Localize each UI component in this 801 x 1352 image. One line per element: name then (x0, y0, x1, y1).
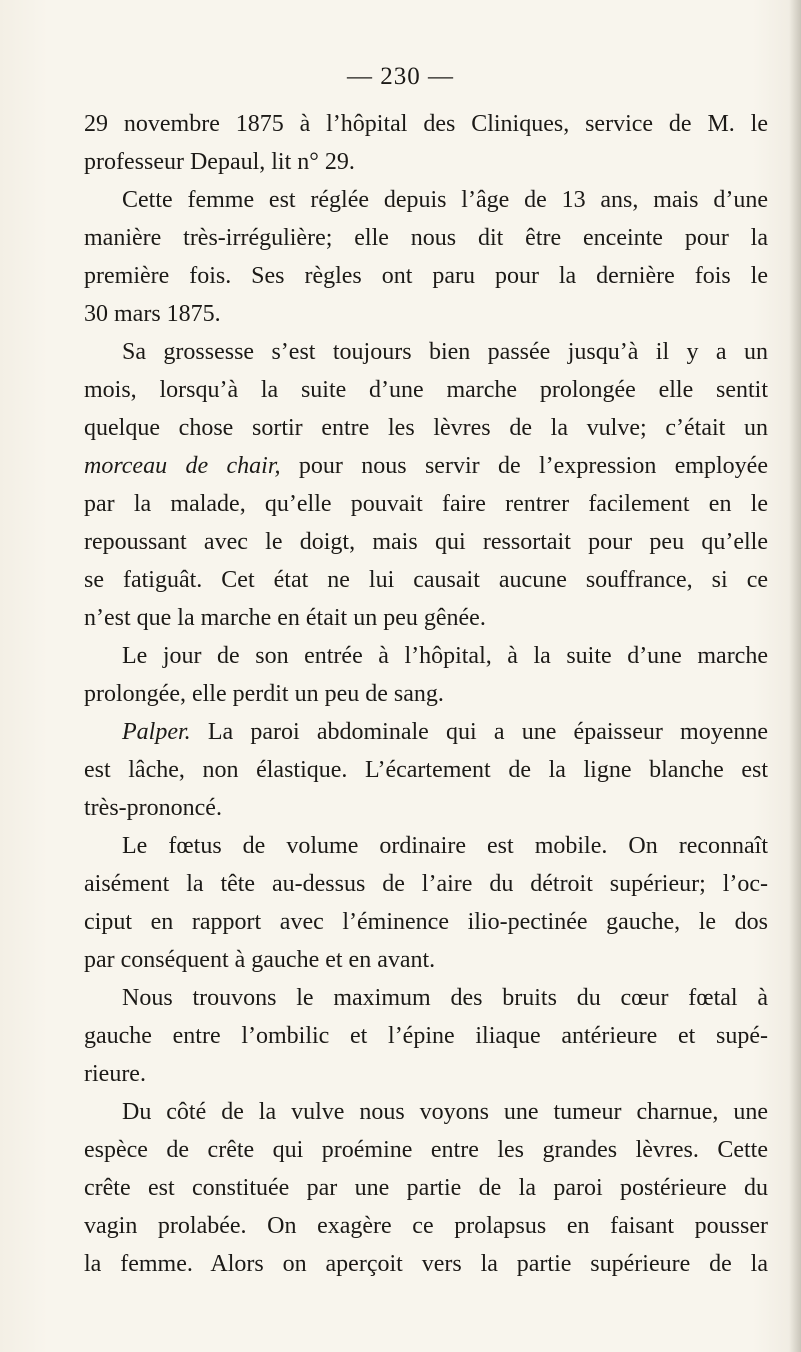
italic-phrase: morceau de chair, (84, 453, 281, 479)
text-line: Sa grossesse s’est toujours bien passée jusqu’à il y a un (122, 339, 768, 365)
text-line: première fois. Ses règles ont paru pour la dernière fois le (84, 263, 768, 289)
text-line: la femme. Alors on aperçoit vers la partie supérieure de la (84, 1251, 768, 1277)
italic-phrase: Palper. (122, 719, 191, 745)
text-line: 30 mars 1875. (84, 301, 221, 327)
text-line: Du côté de la vulve nous voyons une tumeur charnue, une (122, 1099, 768, 1125)
text-line: repoussant avec le doigt, mais qui ressortait pour peu qu’elle (84, 529, 768, 555)
text-line: crête est constituée par une partie de la paroi postérieure du (84, 1175, 768, 1201)
text-fragment: pour nous servir de l’expression employée (280, 453, 768, 479)
page-number: — 230 — (347, 63, 454, 90)
text-line: par conséquent à gauche et en avant. (84, 947, 436, 973)
text-line: se fatiguât. Cet état ne lui causait aucune souffrance, si ce (84, 567, 768, 593)
text-line: quelque chose sortir entre les lèvres de la vulve; c’était un (84, 415, 768, 441)
text-line: 29 novembre 1875 à l’hôpital des Cliniques, service de M. le (84, 111, 768, 137)
text-line: vagin prolabée. On exagère ce prolapsus en faisant pousser (84, 1213, 768, 1239)
text-line: prolongée, elle perdit un peu de sang. (84, 681, 444, 707)
text-line: espèce de crête qui proémine entre les grandes lèvres. Cette (84, 1137, 768, 1163)
text-line: Le jour de son entrée à l’hôpital, à la suite d’une marche (122, 643, 768, 669)
text-line: ciput en rapport avec l’éminence ilio-pectinée gauche, le dos (84, 909, 768, 935)
page-edge-shadow (789, 0, 801, 1352)
text-line: n’est que la marche en était un peu gênée. (84, 605, 486, 631)
text-line: manière très-irrégulière; elle nous dit être enceinte pour la (84, 225, 768, 251)
text-line: Cette femme est réglée depuis l’âge de 13 ans, mais d’une (122, 187, 768, 213)
text-line: aisément la tête au-dessus de l’aire du détroit supérieur; l’oc- (84, 871, 768, 897)
body-text (84, 105, 768, 1283)
text-fragment: La paroi abdominale qui a une épaisseur moyenne (190, 719, 768, 745)
text-line: par la malade, qu’elle pouvait faire rentrer facilement en le (84, 491, 768, 517)
text-line: Nous trouvons le maximum des bruits du cœur fœtal à (122, 985, 768, 1011)
text-line: très-prononcé. (84, 795, 222, 821)
text-line: est lâche, non élastique. L’écartement de la ligne blanche est (84, 757, 768, 783)
text-line: rieure. (84, 1061, 146, 1087)
text-line: Le fœtus de volume ordinaire est mobile. On reconnaît (122, 833, 768, 859)
text-line: mois, lorsqu’à la suite d’une marche prolongée elle sentit (84, 377, 768, 403)
text-line: gauche entre l’ombilic et l’épine iliaque antérieure et supé- (84, 1023, 768, 1049)
text-line: professeur Depaul, lit n° 29. (84, 149, 355, 175)
text-line (84, 713, 768, 751)
text-line (84, 447, 768, 485)
